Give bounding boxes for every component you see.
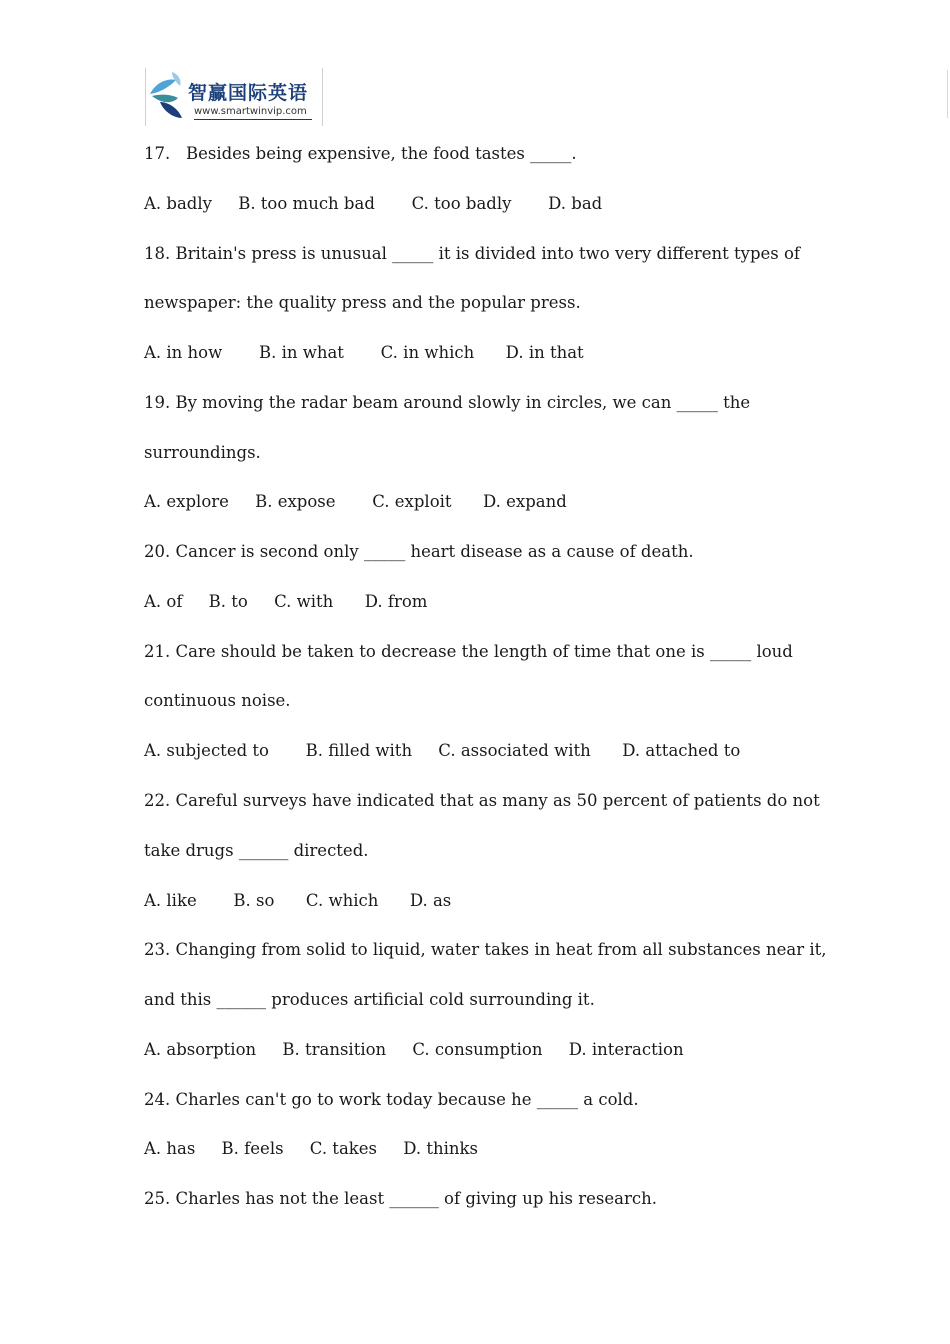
question-22-options: A. like B. so C. which D. as	[144, 891, 452, 910]
logo-leaf-icon	[146, 68, 190, 126]
question-18-stem-line-1: 18. Britain's press is unusual _____ it is divided into two very different types of	[144, 244, 801, 263]
logo	[145, 68, 323, 126]
question-23-stem-line-2: and this ______ produces artificial cold surrounding it.	[144, 990, 595, 1009]
question-17-stem: 17. Besides being expensive, the food tastes _____.	[144, 144, 577, 163]
question-22-stem-line-2: take drugs ______ directed.	[144, 841, 369, 860]
logo-url-text: www.smartwinvip.com	[194, 106, 307, 117]
question-19-stem-line-1: 19. By moving the radar beam around slowly in circles, we can _____ the	[144, 393, 751, 412]
question-18-options: A. in how B. in what C. in which D. in that	[144, 343, 584, 362]
question-20-options: A. of B. to C. with D. from	[144, 592, 428, 611]
logo-chinese-text: 智赢国际英语	[188, 82, 309, 104]
question-20-stem: 20. Cancer is second only _____ heart disease as a cause of death.	[144, 542, 694, 561]
question-17-options: A. badly B. too much bad C. too badly D. bad	[144, 194, 603, 213]
question-24-options: A. has B. feels C. takes D. thinks	[144, 1139, 478, 1158]
question-25-stem: 25. Charles has not the least ______ of giving up his research.	[144, 1189, 657, 1208]
question-24-stem: 24. Charles can't go to work today because he _____ a cold.	[144, 1090, 639, 1109]
question-21-stem-line-1: 21. Care should be taken to decrease the length of time that one is _____ loud	[144, 642, 793, 661]
page-edge-divider	[947, 70, 948, 118]
question-22-stem-line-1: 22. Careful surveys have indicated that as many as 50 percent of patients do not	[144, 791, 820, 810]
logo-url-underline	[194, 119, 312, 120]
question-21-options: A. subjected to B. filled with C. associated with D. attached to	[144, 741, 741, 760]
question-21-stem-line-2: continuous noise.	[144, 691, 291, 710]
question-19-stem-line-2: surroundings.	[144, 443, 261, 462]
question-19-options: A. explore B. expose C. exploit D. expand	[144, 492, 567, 511]
question-18-stem-line-2: newspaper: the quality press and the popular press.	[144, 293, 581, 312]
question-23-options: A. absorption B. transition C. consumption D. interaction	[144, 1040, 684, 1059]
question-23-stem-line-1: 23. Changing from solid to liquid, water takes in heat from all substances near it,	[144, 940, 827, 959]
